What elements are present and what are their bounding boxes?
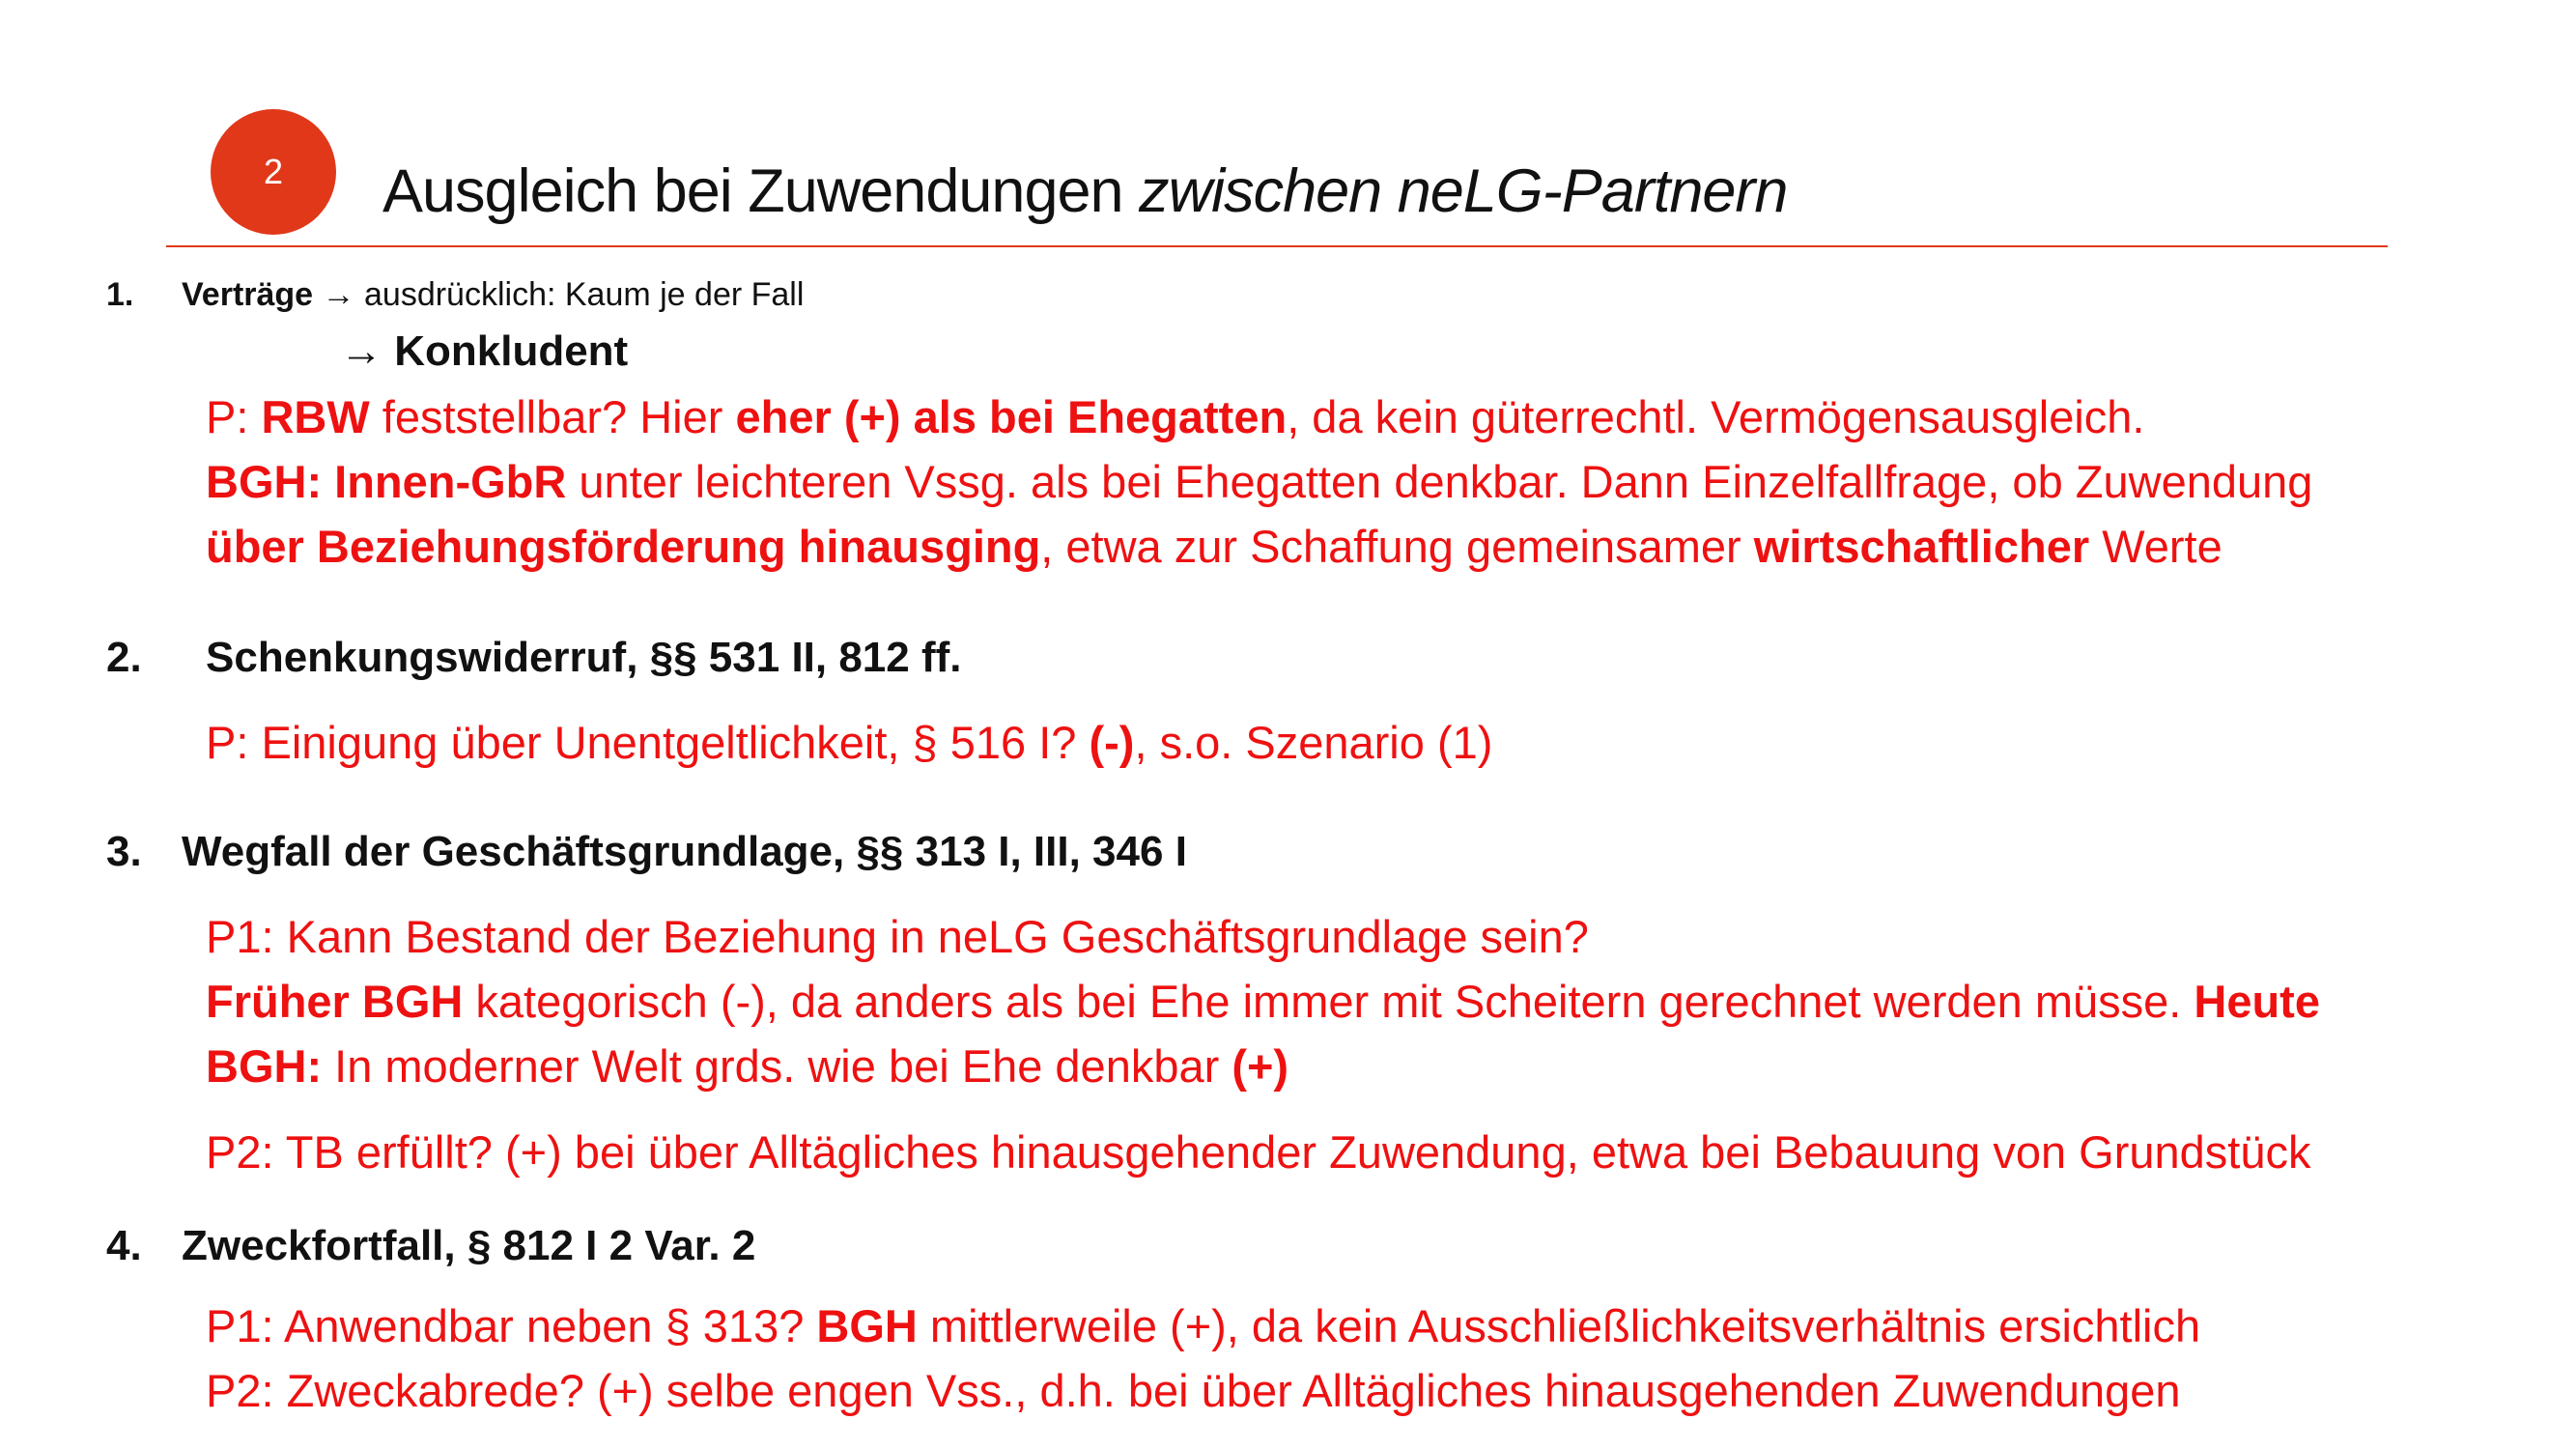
item-3-line-1 [206, 910, 1589, 963]
title-regular: Ausgleich bei Zuwendungen [382, 157, 1140, 225]
bold-span: (+) [1231, 1040, 1289, 1092]
text-span: P2: Zweckabrede? (+) selbe engen Vss., d.h. bei über Alltägliches hinausgehenden Zuwendungen [206, 1365, 2181, 1416]
bold-span: Heute [2194, 976, 2320, 1027]
bold-span: BGH: [206, 1040, 323, 1092]
item-4-number: 4. [106, 1222, 142, 1269]
title-italic: zwischen neLG-Partnern [1139, 157, 1788, 225]
slide-number-badge [211, 109, 336, 235]
item-2-number: 2. [106, 634, 142, 681]
item-3-heading: Wegfall der Geschäftsgrundlage, §§ 313 I, III, 346 I [182, 828, 1187, 875]
text-span: In moderner Welt grds. wie bei Ehe denkbar [322, 1040, 1232, 1092]
arrow-right-icon: → [322, 276, 355, 313]
bold-span: Früher BGH [206, 976, 464, 1027]
item-1-subheading-line [340, 327, 628, 376]
text-span: mittlerweile (+), da kein Ausschließlichkeitsverhältnis ersichtlich [917, 1300, 2201, 1351]
item-1-line-3 [206, 520, 2222, 573]
item-3-number: 3. [106, 828, 142, 875]
item-2-heading: Schenkungswiderruf, §§ 531 II, 812 ff. [206, 634, 962, 681]
title-divider [166, 245, 2388, 247]
item-1-heading: Verträge [182, 276, 314, 313]
item-1-line-2 [206, 455, 2312, 508]
item-3-line-3 [206, 1039, 1288, 1093]
text-span: , s.o. Szenario (1) [1134, 717, 1493, 768]
text-span: P: [206, 391, 262, 442]
text-span: P1: Kann Bestand der Beziehung in neLG Geschäftsgrundlage sein? [206, 911, 1589, 962]
item-3-line-4 [206, 1125, 2311, 1179]
text-span: , da kein güterrechtl. Vermögensausgleich. [1287, 391, 2145, 442]
text-span: P2: TB erfüllt? (+) bei über Alltägliches hinausgehender Zuwendung, etwa bei Bebauung von Grundstück [206, 1126, 2311, 1178]
bold-span: über Beziehungsförderung hinausging [206, 521, 1041, 572]
text-span: Werte [2089, 521, 2222, 572]
bold-span: BGH [816, 1300, 918, 1351]
item-1-line-1 [206, 390, 2144, 443]
slide-number: 2 [263, 152, 284, 191]
text-span: kategorisch (-), da anders als bei Ehe immer mit Scheitern gerechnet werden müsse. [463, 976, 2194, 1027]
bold-span: BGH: Innen-GbR [206, 456, 567, 507]
item-3-line-2 [206, 975, 2320, 1028]
arrow-right-icon: → [340, 327, 382, 375]
bold-span: wirtschaftlicher [1753, 521, 2090, 572]
item-4-line-2 [206, 1364, 2181, 1417]
item-1-heading-line [182, 276, 804, 314]
bold-span: eher (+) als bei Ehegatten [735, 391, 1288, 442]
text-span: feststellbar? Hier [369, 391, 736, 442]
item-1-number: 1. [106, 276, 134, 313]
item-1-subheading: Konkludent [394, 327, 629, 375]
item-4-heading: Zweckfortfall, § 812 I 2 Var. 2 [182, 1222, 756, 1269]
text-span: , etwa zur Schaffung gemeinsamer [1040, 521, 1754, 572]
item-4-line-1 [206, 1299, 2200, 1352]
item-1-heading-rest: ausdrücklich: Kaum je der Fall [364, 276, 805, 313]
text-span: P1: Anwendbar neben § 313? [206, 1300, 817, 1351]
item-2-line-1 [206, 716, 1492, 769]
bold-span: (-) [1089, 717, 1135, 768]
text-span: unter leichteren Vssg. als bei Ehegatten denkbar. Dann Einzelfallfrage, ob Zuwendung [566, 456, 2313, 507]
text-span: P: Einigung über Unentgeltlichkeit, § 516 I? [206, 717, 1090, 768]
slide-title [382, 156, 1787, 226]
bold-span: RBW [261, 391, 370, 442]
